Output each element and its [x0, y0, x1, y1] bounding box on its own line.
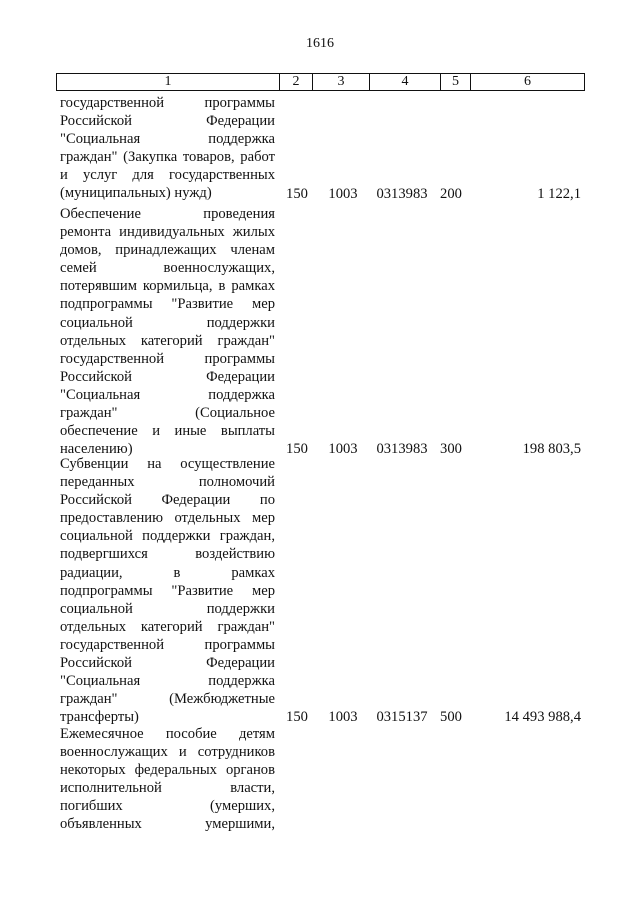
description-line: Российской Федерации: [60, 368, 275, 385]
description-line: государственной программы: [60, 636, 275, 653]
description-line: "Социальная поддержка: [60, 131, 275, 148]
page-number: 1616: [306, 36, 334, 51]
description-line: "Социальная поддержка: [60, 673, 275, 690]
section-code: 1003: [328, 709, 358, 726]
description-line: социальной поддержки: [60, 314, 275, 331]
table-header: [56, 73, 585, 91]
description-line: подпрограммы "Развитие мер: [60, 582, 275, 599]
description-line: государственной программы: [60, 95, 275, 111]
header-col-2: 2: [280, 74, 313, 90]
amount-value: 1 122,1: [537, 185, 581, 202]
gov-code: 150: [286, 185, 308, 202]
header-col-4: 4: [370, 74, 441, 90]
row-description: [60, 205, 275, 458]
row-description: [60, 455, 275, 726]
row-description: [60, 725, 275, 834]
description-line: трансферты): [60, 709, 139, 726]
description-line: Обеспечение проведения: [60, 206, 275, 222]
header-col-3: 3: [313, 74, 370, 90]
gov-code: 150: [286, 709, 308, 726]
description-line: социальной поддержки граждан,: [60, 528, 275, 545]
description-line: Российской Федерации: [60, 113, 275, 130]
description-line: отдельных категорий граждан": [60, 618, 275, 635]
header-col-5: 5: [441, 74, 471, 90]
description-line: подпрограммы "Развитие мер: [60, 296, 275, 313]
description-line: семей военнослужащих,: [60, 260, 275, 277]
description-line: отдельных категорий граждан": [60, 332, 275, 349]
amount-value: 14 493 988,4: [504, 709, 581, 726]
article-code: 0313983: [376, 441, 428, 458]
description-line: ремонта индивидуальных жилых: [60, 224, 275, 241]
description-line: населению): [60, 441, 133, 458]
description-line: граждан" (Закупка товаров, работ: [60, 149, 275, 166]
description-line: обеспечение и иные выплаты: [60, 423, 275, 440]
description-line: социальной поддержки: [60, 600, 275, 617]
description-line: предоставлению отдельных мер: [60, 510, 275, 527]
description-line: (муниципальных) нужд): [60, 185, 212, 202]
description-line: Российской Федерации по: [60, 492, 275, 509]
description-line: объявленных умершими,: [60, 816, 275, 833]
header-col-1: 1: [57, 74, 280, 90]
description-line: военнослужащих и сотрудников: [60, 744, 275, 761]
expense-type-code: 500: [440, 709, 462, 726]
article-code: 0315137: [376, 709, 428, 726]
description-line: подвергшихся воздействию: [60, 546, 275, 563]
description-line: "Социальная поддержка: [60, 386, 275, 403]
section-code: 1003: [328, 185, 358, 202]
description-line: погибших (умерших,: [60, 798, 275, 815]
description-line: и услуг для государственных: [60, 167, 275, 184]
description-line: потерявшим кормильца, в рамках: [60, 278, 275, 295]
description-line: некоторых федеральных органов: [60, 762, 275, 779]
description-line: Ежемесячное пособие детям: [60, 726, 275, 742]
description-line: исполнительной власти,: [60, 780, 275, 797]
expense-type-code: 300: [440, 441, 462, 458]
expense-type-code: 200: [440, 185, 462, 202]
description-line: Субвенции на осуществление: [60, 456, 275, 472]
header-col-6: 6: [524, 74, 531, 89]
description-line: государственной программы: [60, 350, 275, 367]
description-line: граждан" (Межбюджетные: [60, 691, 275, 708]
description-line: домов, принадлежащих членам: [60, 242, 275, 259]
section-code: 1003: [328, 441, 358, 458]
description-line: радиации, в рамках: [60, 564, 275, 581]
row-description: [60, 94, 275, 203]
amount-value: 198 803,5: [522, 441, 581, 458]
article-code: 0313983: [376, 185, 428, 202]
description-line: Российской Федерации: [60, 655, 275, 672]
description-line: переданных полномочий: [60, 474, 275, 491]
gov-code: 150: [286, 441, 308, 458]
description-line: граждан" (Социальное: [60, 405, 275, 422]
